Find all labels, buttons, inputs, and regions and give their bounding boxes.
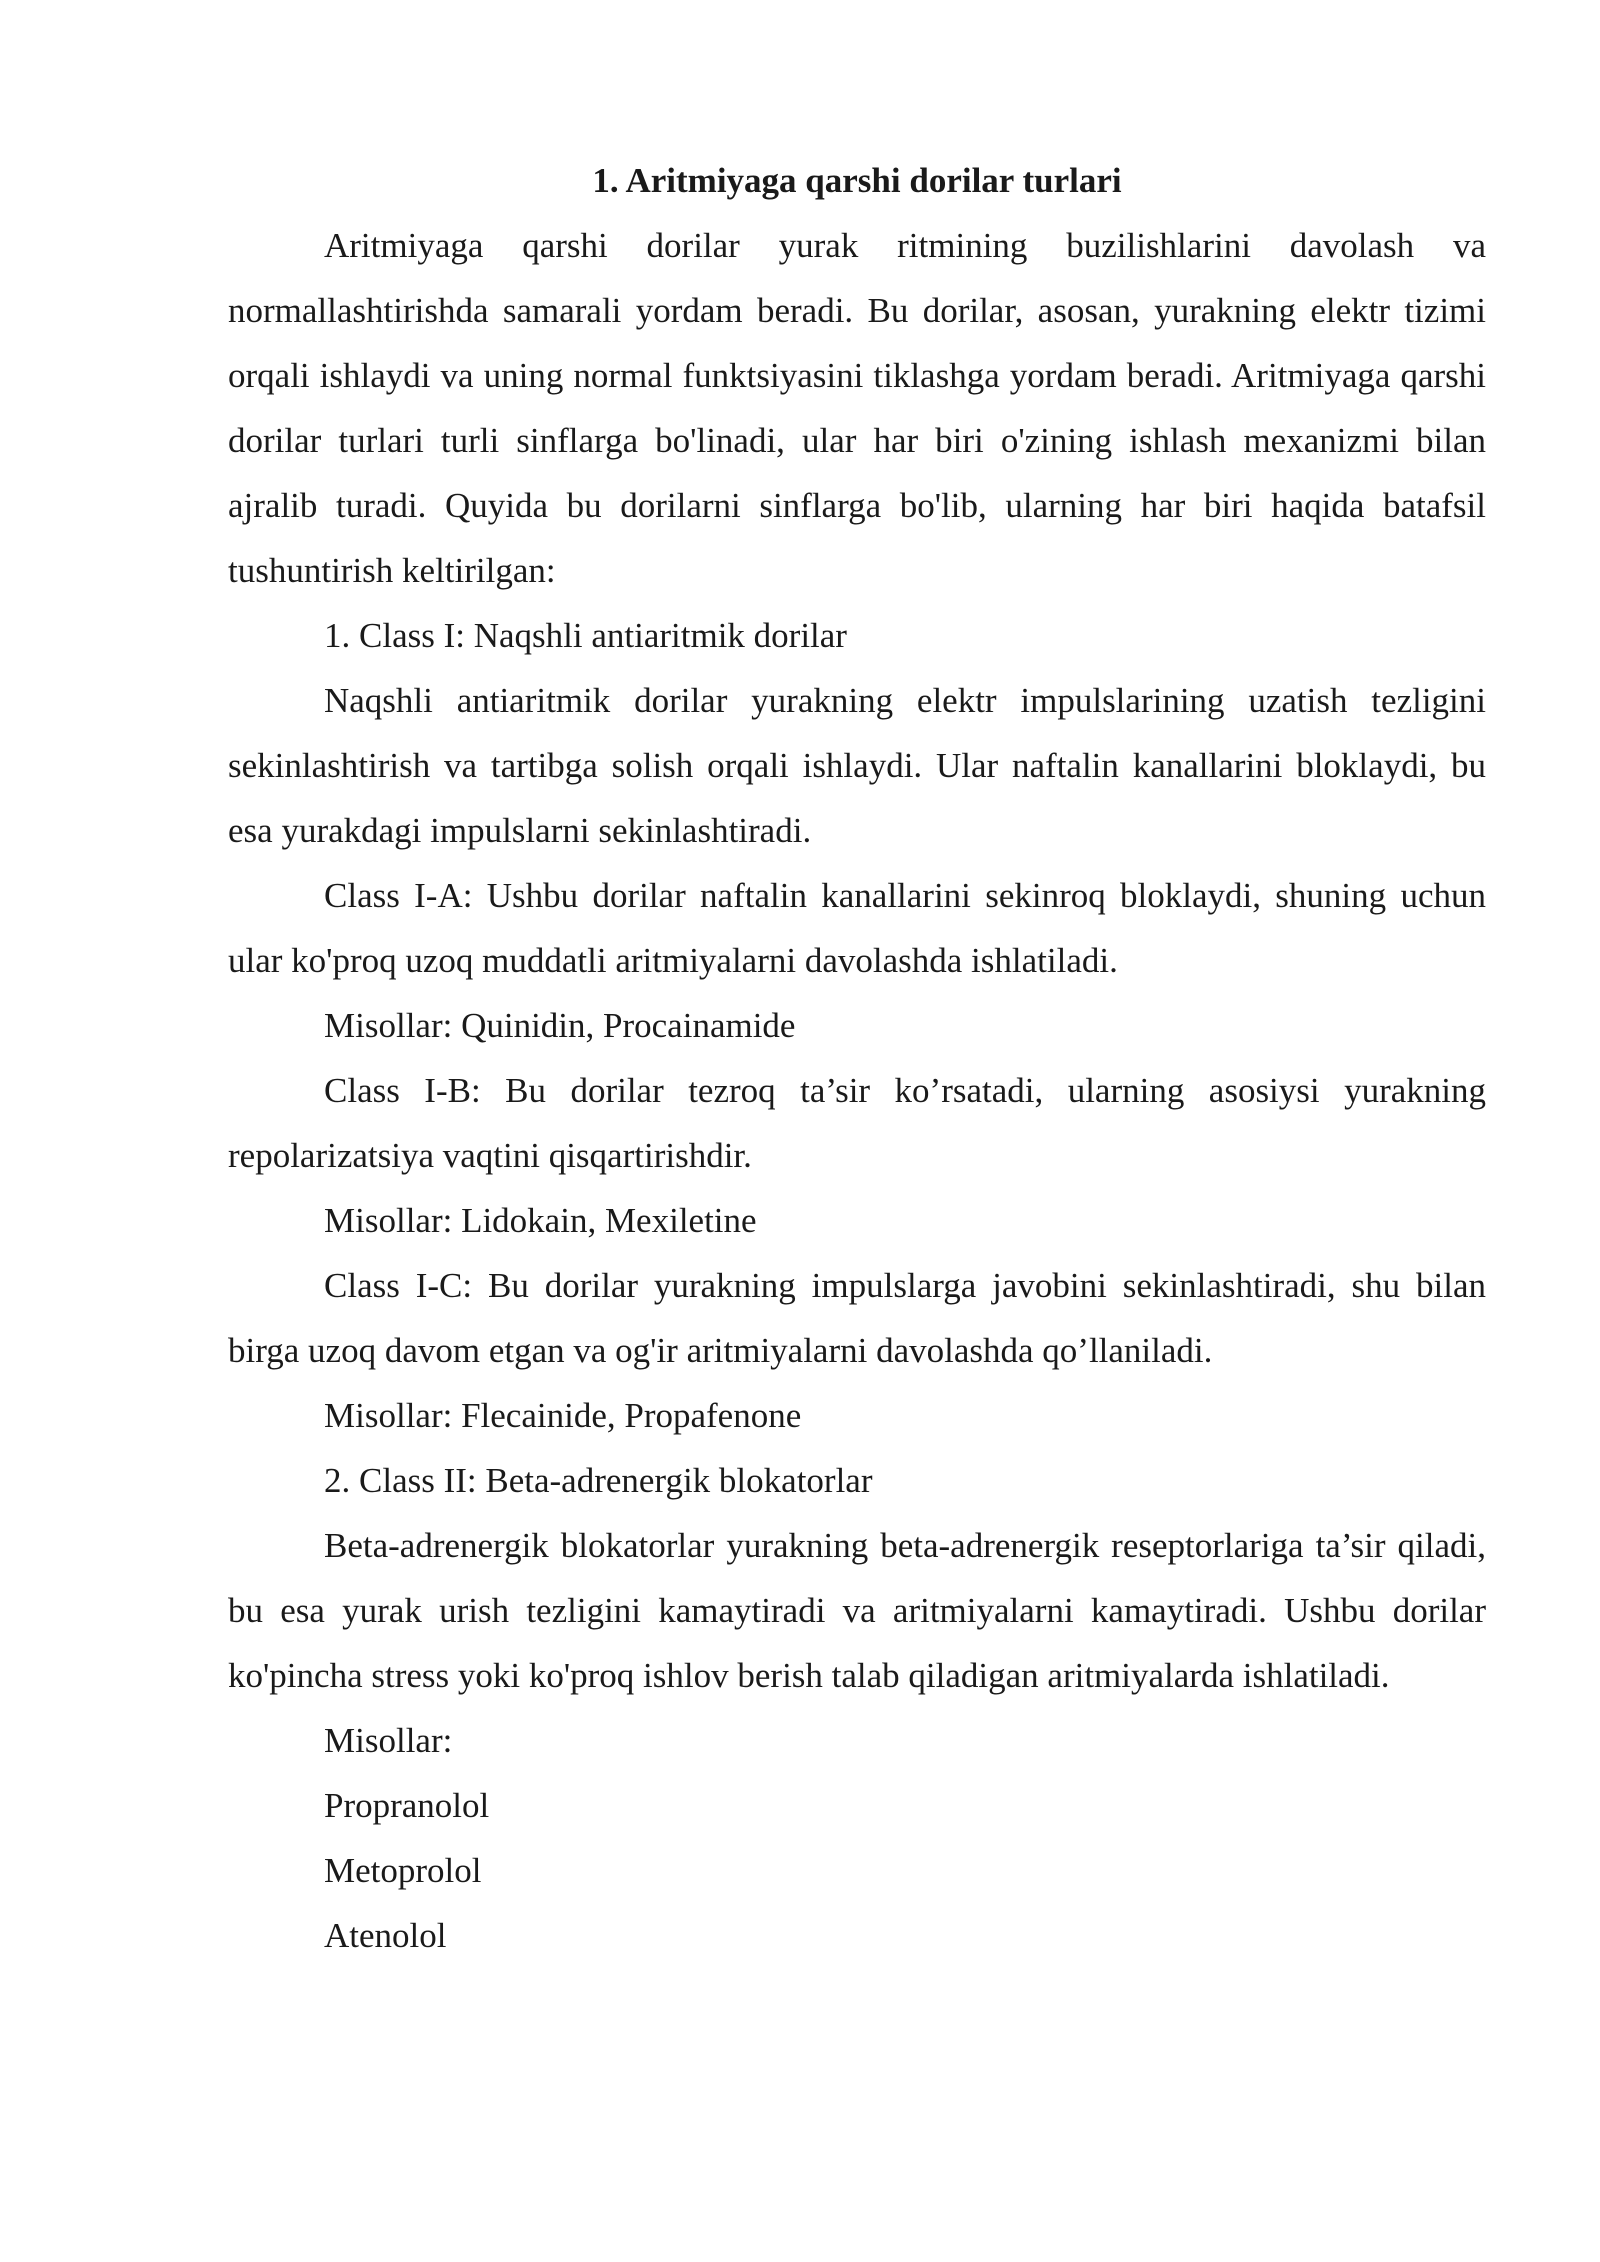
class1c-examples: Misollar: Flecainide, Propafenone [324, 1396, 802, 1435]
drug-example-item: Metoprolol [324, 1851, 482, 1890]
page-title: 1. Aritmiyaga qarshi dorilar turlari [592, 161, 1122, 200]
class1b-paragraph: Class I-B: Bu dorilar tezroq ta’sir ko’rsatadi, ularning asosiysi yurakning repolarizatsiya vaqtini qisqartirishdir. [228, 1071, 1486, 1175]
class1b-examples: Misollar: Lidokain, Mexiletine [324, 1201, 757, 1240]
class2-heading: 2. Class II: Beta-adrenergik blokatorlar [324, 1461, 873, 1500]
class1-description: Naqshli antiaritmik dorilar yurakning elektr impulslarining uzatish tezligini sekinlashtirish va tartibga solish orqali ishlaydi. Ular naftalin kanallarini bloklaydi, bu esa yurakdagi impulslarni sekinlashtiradi. [228, 681, 1486, 850]
drug-example-item: Atenolol [324, 1916, 447, 1955]
class1c-paragraph: Class I-C: Bu dorilar yurakning impulslarga javobini sekinlashtiradi, shu bilan birga uzoq davom etgan va og'ir aritmiyalarni davolashda qo’llaniladi. [228, 1266, 1486, 1370]
class1a-examples: Misollar: Quinidin, Procainamide [324, 1006, 796, 1045]
intro-paragraph: Aritmiyaga qarshi dorilar yurak ritmining buzilishlarini davolash va normallashtirishda samarali yordam beradi. Bu dorilar, asosan, yurakning elektr tizimi orqali ishlaydi va uning normal funktsiyasini tiklashga yordam beradi. Aritmiyaga qarshi dorilar turlari turli sinflarga bo'linadi, ular har biri o'zining ishlash mexanizmi bilan ajralib turadi. Quyida bu dorilarni sinflarga bo'lib, ularning har biri haqida batafsil tushuntirish keltirilgan: [228, 226, 1486, 590]
drug-example-item: Propranolol [324, 1786, 490, 1825]
class2-description: Beta-adrenergik blokatorlar yurakning beta-adrenergik reseptorlariga ta’sir qiladi, bu esa yurak urish tezligini kamaytiradi va aritmiyalarni kamaytiradi. Ushbu dorilar ko'pincha stress yoki ko'proq ishlov berish talab qiladigan aritmiyalarda ishlatiladi. [228, 1526, 1486, 1695]
class2-examples-label: Misollar: [324, 1721, 453, 1760]
class1a-paragraph: Class I-A: Ushbu dorilar naftalin kanallarini sekinroq bloklaydi, shuning uchun ular ko'proq uzoq muddatli aritmiyalarni davolashda ishlatiladi. [228, 876, 1486, 980]
class1-heading: 1. Class I: Naqshli antiaritmik dorilar [324, 616, 847, 655]
